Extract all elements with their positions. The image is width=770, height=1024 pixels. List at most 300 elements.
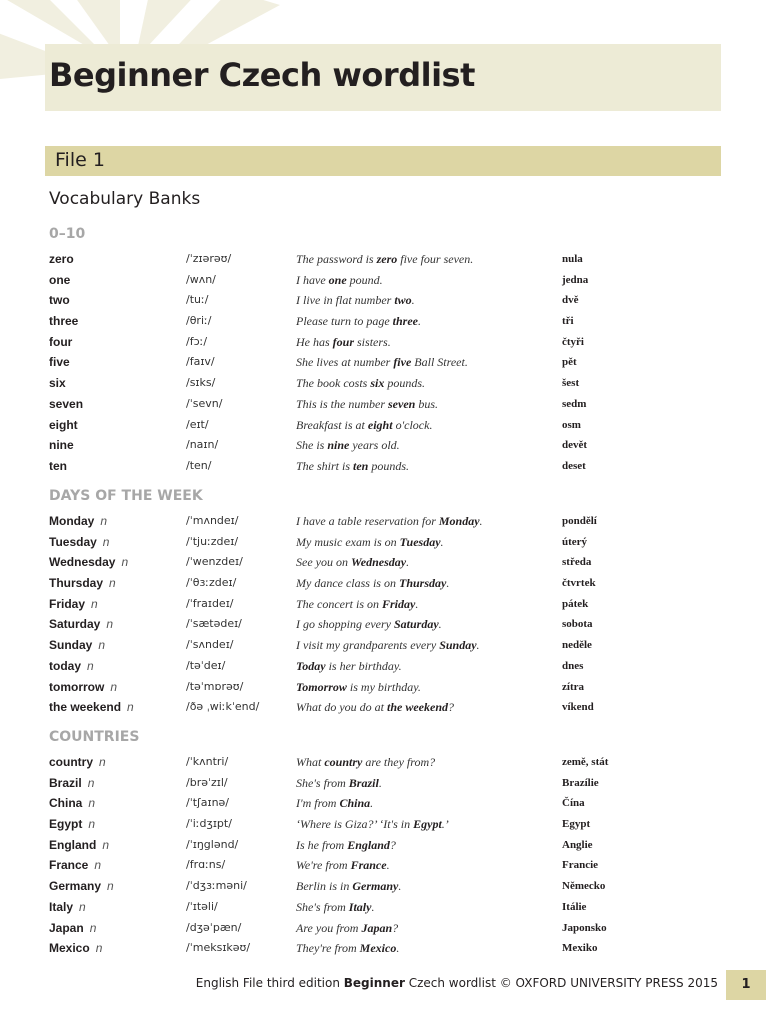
english-word <box>49 635 105 655</box>
english-word <box>49 814 95 834</box>
english-word <box>49 415 78 435</box>
example-text: is her birthday. <box>325 658 402 673</box>
example-keyword: Tuesday <box>399 534 441 549</box>
word-row <box>0 532 770 553</box>
pronunciation: /naɪn/ <box>186 438 219 452</box>
czech-translation: dvě <box>562 294 579 307</box>
part-of-speech: n <box>106 617 114 632</box>
word-row <box>0 511 770 532</box>
pronunciation: /ˈdʒɜːməni/ <box>186 879 247 893</box>
word-row <box>0 773 770 794</box>
word-row <box>0 814 770 835</box>
pronunciation: /fɔː/ <box>186 334 208 348</box>
example-sentence <box>296 270 383 290</box>
word-text: England <box>49 837 97 852</box>
word-row <box>0 614 770 635</box>
czech-translation: čtvrtek <box>562 577 596 590</box>
word-row <box>0 415 770 436</box>
czech-translation: dnes <box>562 659 584 672</box>
example-text: . <box>370 796 374 811</box>
word-text: Tuesday <box>49 534 97 549</box>
example-text: are they from? <box>362 755 436 769</box>
english-word <box>49 594 98 614</box>
pronunciation: /ten/ <box>186 458 212 472</box>
pronunciation: /ˈtjuːzdeɪ/ <box>186 534 239 548</box>
pronunciation: /ˈmeksɪkəʊ/ <box>186 941 251 955</box>
czech-translation: Egypt <box>562 818 591 831</box>
example-keyword: nine <box>327 438 350 453</box>
pronunciation: /təˈmɒrəʊ/ <box>186 679 244 693</box>
example-text: Please turn to page <box>296 314 393 329</box>
example-keyword: Wednesday <box>350 555 407 570</box>
part-of-speech: n <box>89 920 97 935</box>
pronunciation: /eɪt/ <box>186 417 209 431</box>
example-sentence <box>296 332 391 352</box>
example-text: I'm from <box>296 796 340 811</box>
example-sentence <box>296 752 435 772</box>
english-word <box>49 938 102 958</box>
english-word <box>49 573 116 593</box>
example-text: Berlin is in <box>296 879 353 894</box>
example-keyword: one <box>328 272 347 287</box>
example-text: .’ <box>441 817 449 832</box>
example-keyword: six <box>370 376 385 391</box>
english-word <box>49 918 96 938</box>
czech-translation: tři <box>562 315 574 328</box>
example-text: Is he from <box>296 837 348 852</box>
example-keyword: country <box>324 755 363 769</box>
english-word <box>49 332 72 352</box>
part-of-speech: n <box>102 534 110 549</box>
english-word <box>49 435 74 455</box>
example-keyword: Italy <box>348 899 372 914</box>
example-sentence <box>296 290 415 310</box>
example-sentence <box>296 814 449 834</box>
word-row <box>0 290 770 311</box>
example-keyword: eight <box>367 417 393 432</box>
example-text: . <box>398 879 402 894</box>
english-word <box>49 855 101 875</box>
example-keyword: Mexico <box>359 941 397 956</box>
english-word <box>49 614 113 634</box>
example-sentence <box>296 456 409 476</box>
example-keyword: France <box>350 858 387 873</box>
czech-translation: Francie <box>562 859 599 872</box>
czech-translation: šest <box>562 377 580 390</box>
english-word <box>49 552 128 572</box>
word-text: Thursday <box>49 576 104 591</box>
example-keyword: four <box>332 334 355 349</box>
example-text: . <box>386 858 390 873</box>
example-keyword: Thursday <box>398 576 447 591</box>
word-text: six <box>49 376 66 391</box>
example-text: sisters. <box>354 334 391 349</box>
word-text: today <box>49 658 82 673</box>
english-word <box>49 311 78 331</box>
word-row <box>0 793 770 814</box>
word-row <box>0 835 770 856</box>
czech-translation: sobota <box>562 618 593 631</box>
example-keyword: Saturday <box>393 617 439 632</box>
word-text: ten <box>49 458 67 473</box>
word-row <box>0 249 770 270</box>
word-text: three <box>49 314 79 329</box>
example-text: They're from <box>296 941 360 956</box>
word-row <box>0 656 770 677</box>
example-text: pound. <box>346 272 383 287</box>
example-text: She's from <box>296 775 349 790</box>
example-keyword: Monday <box>438 514 480 528</box>
example-text: My music exam is on <box>296 534 400 549</box>
example-keyword: Sunday <box>439 638 477 653</box>
example-sentence <box>296 876 401 896</box>
word-row <box>0 573 770 594</box>
file-title: File 1 <box>55 149 105 171</box>
english-word <box>49 532 109 552</box>
english-word <box>49 835 109 855</box>
example-text: . <box>418 314 421 329</box>
example-keyword: Egypt <box>413 817 442 832</box>
example-sentence <box>296 594 418 614</box>
pronunciation: /ˈɪtəli/ <box>186 899 218 913</box>
section-heading-numbers: 0–10 <box>49 226 86 242</box>
word-row <box>0 311 770 332</box>
word-text: Friday <box>49 596 86 611</box>
example-text: I have a table reservation for <box>296 514 439 528</box>
example-text: She is <box>296 438 328 453</box>
pronunciation: /brəˈzɪl/ <box>186 775 228 789</box>
example-text: The book costs <box>296 376 371 391</box>
word-list-countries <box>0 752 770 959</box>
czech-translation: země, stát <box>562 756 609 768</box>
english-word <box>49 697 134 717</box>
word-text: Brazil <box>49 775 82 790</box>
word-text: four <box>49 334 73 349</box>
part-of-speech: n <box>109 576 116 591</box>
word-text: two <box>49 293 70 308</box>
part-of-speech: n <box>88 796 96 811</box>
word-row <box>0 938 770 959</box>
example-text: . <box>476 638 480 653</box>
pronunciation: /ˈwenzdeɪ/ <box>186 555 243 569</box>
example-text: pounds. <box>368 458 410 473</box>
word-list-days <box>0 511 770 718</box>
word-row <box>0 373 770 394</box>
pronunciation: /frɑːns/ <box>186 858 226 872</box>
example-text: This is the number <box>296 396 389 411</box>
example-sentence <box>296 677 421 697</box>
example-text: See you on <box>296 555 351 570</box>
czech-translation: úterý <box>562 535 588 548</box>
example-sentence <box>296 394 438 414</box>
word-text: Japan <box>49 920 84 935</box>
part-of-speech: n <box>99 755 106 769</box>
example-sentence <box>296 855 390 875</box>
english-word <box>49 352 70 372</box>
part-of-speech: n <box>127 700 134 715</box>
word-row <box>0 594 770 615</box>
example-text: He has <box>296 334 333 349</box>
pronunciation: /ˈfraɪdeɪ/ <box>186 596 234 610</box>
example-sentence <box>296 552 409 572</box>
example-text: What <box>296 755 325 769</box>
czech-translation: Brazílie <box>562 776 599 789</box>
example-text: bus. <box>415 396 439 411</box>
example-text: We're from <box>296 858 351 873</box>
part-of-speech: n <box>110 679 118 694</box>
czech-translation: devět <box>562 439 588 452</box>
example-text: Ball Street. <box>411 355 468 370</box>
word-text: one <box>49 272 71 287</box>
pronunciation: /ˈsʌndeɪ/ <box>186 638 234 652</box>
example-text: ‘Where is Giza?’ ‘It's in <box>296 817 414 832</box>
word-text: eight <box>49 417 78 432</box>
example-text: I visit my grandparents every <box>296 638 440 653</box>
example-text: years old. <box>349 438 400 453</box>
pronunciation: /ˈsætədeɪ/ <box>186 617 242 631</box>
word-row <box>0 876 770 897</box>
english-word <box>49 373 66 393</box>
example-text: My dance class is on <box>296 576 399 591</box>
pronunciation: /təˈdeɪ/ <box>186 658 226 672</box>
czech-translation: pondělí <box>562 515 597 527</box>
example-sentence <box>296 249 473 269</box>
word-text: Monday <box>49 514 95 528</box>
word-text: Wednesday <box>49 555 116 570</box>
footer-credit <box>0 976 718 990</box>
example-text: . <box>371 899 375 914</box>
example-keyword: five <box>393 355 412 370</box>
word-text: seven <box>49 396 84 411</box>
word-row <box>0 697 770 718</box>
example-sentence <box>296 511 483 531</box>
example-keyword: two <box>394 293 412 308</box>
part-of-speech: n <box>98 638 106 653</box>
example-text: . <box>415 596 419 611</box>
word-row <box>0 332 770 353</box>
example-keyword: zero <box>376 252 398 266</box>
czech-translation: jedna <box>562 273 589 286</box>
example-sentence <box>296 311 421 331</box>
pronunciation: /dʒəˈpæn/ <box>186 920 242 934</box>
czech-translation: Anglie <box>562 838 593 851</box>
word-text: country <box>49 755 94 769</box>
example-sentence <box>296 532 444 552</box>
word-row <box>0 635 770 656</box>
part-of-speech: n <box>95 941 103 956</box>
example-sentence <box>296 897 374 917</box>
word-text: Sunday <box>49 638 93 653</box>
english-word <box>49 270 70 290</box>
example-text: ? <box>392 920 399 935</box>
czech-translation: středa <box>562 556 592 569</box>
english-word <box>49 456 67 476</box>
part-of-speech: n <box>87 658 94 673</box>
english-word <box>49 394 83 414</box>
english-word <box>49 793 95 813</box>
pronunciation: /ˈsevn/ <box>186 396 223 410</box>
czech-translation: deset <box>562 459 586 472</box>
pronunciation: /ˈθɜːzdeɪ/ <box>186 576 237 590</box>
example-text: The concert is on <box>296 596 382 611</box>
word-text: Germany <box>49 879 102 894</box>
czech-translation: Německo <box>562 880 606 893</box>
word-text: Italy <box>49 899 74 914</box>
example-sentence <box>296 373 425 393</box>
pronunciation: /ˈkʌntri/ <box>186 755 229 768</box>
example-text: . <box>378 775 382 790</box>
word-row <box>0 352 770 373</box>
example-sentence <box>296 415 432 435</box>
example-keyword: Brazil <box>348 775 379 790</box>
example-text: . <box>440 534 444 549</box>
czech-translation: čtyři <box>562 335 584 348</box>
czech-translation: pátek <box>562 597 589 610</box>
part-of-speech: n <box>91 596 98 611</box>
part-of-speech: n <box>121 555 129 570</box>
pronunciation: /wʌn/ <box>186 272 216 286</box>
example-text: o'clock. <box>392 417 433 432</box>
word-row <box>0 752 770 773</box>
footer-text-after: Czech wordlist © OXFORD UNIVERSITY PRESS 2015 <box>404 976 718 990</box>
word-row <box>0 394 770 415</box>
word-row <box>0 897 770 918</box>
example-text: She's from <box>296 899 349 914</box>
pronunciation: /ˈiːdʒɪpt/ <box>186 817 232 831</box>
example-keyword: Today <box>296 658 326 673</box>
example-keyword: Japan <box>361 920 393 935</box>
czech-translation: pět <box>562 356 577 369</box>
word-list-numbers <box>0 249 770 477</box>
english-word <box>49 876 114 896</box>
part-of-speech: n <box>79 899 86 914</box>
example-keyword: ten <box>353 458 369 473</box>
example-text: Breakfast is at <box>296 417 368 432</box>
english-word <box>49 752 106 772</box>
english-word <box>49 290 70 310</box>
example-keyword: Tomorrow <box>296 679 347 694</box>
pronunciation: /sɪks/ <box>186 376 216 390</box>
word-text: China <box>49 796 83 811</box>
pronunciation: /ðə ˌwiːkˈend/ <box>186 700 260 714</box>
word-row <box>0 435 770 456</box>
example-text: . <box>479 514 483 528</box>
pronunciation: /ˈmʌndeɪ/ <box>186 514 239 527</box>
example-keyword: China <box>339 796 371 811</box>
example-keyword: three <box>392 314 418 329</box>
part-of-speech: n <box>94 858 102 873</box>
word-text: five <box>49 355 70 370</box>
part-of-speech: n <box>87 775 95 790</box>
example-text: is my birthday. <box>346 679 421 694</box>
english-word <box>49 677 117 697</box>
word-row <box>0 918 770 939</box>
example-text: What do you do at <box>296 700 387 715</box>
pronunciation: /faɪv/ <box>186 355 215 369</box>
word-row <box>0 270 770 291</box>
example-sentence <box>296 773 382 793</box>
part-of-speech: n <box>107 879 114 894</box>
czech-translation: Čína <box>562 797 585 810</box>
example-sentence <box>296 938 399 958</box>
example-sentence <box>296 352 468 372</box>
example-sentence <box>296 635 480 655</box>
example-keyword: the weekend <box>387 700 448 715</box>
example-sentence <box>296 835 396 855</box>
word-row <box>0 456 770 477</box>
czech-translation: zítra <box>562 680 584 693</box>
example-sentence <box>296 793 373 813</box>
pronunciation: /tuː/ <box>186 293 209 307</box>
example-sentence <box>296 918 398 938</box>
czech-translation: osm <box>562 418 581 431</box>
example-text: . <box>396 941 400 956</box>
word-text: nine <box>49 438 74 453</box>
example-keyword: Friday <box>382 596 416 611</box>
english-word <box>49 897 86 917</box>
pronunciation: /θriː/ <box>186 314 212 328</box>
file-band <box>45 146 721 176</box>
pronunciation: /ˈtʃaɪnə/ <box>186 796 230 810</box>
word-text: tomorrow <box>49 679 105 694</box>
example-text: five four seven. <box>397 252 474 266</box>
example-text: . <box>406 555 410 570</box>
english-word <box>49 656 94 676</box>
example-keyword: England <box>347 837 390 852</box>
example-text: She lives at number <box>296 355 394 370</box>
english-word <box>49 511 107 531</box>
pronunciation: /ˈzɪərəʊ/ <box>186 252 232 265</box>
example-keyword: seven <box>388 396 416 411</box>
word-row <box>0 552 770 573</box>
page-number: 1 <box>726 970 766 1000</box>
czech-translation: Itálie <box>562 900 587 913</box>
word-row <box>0 855 770 876</box>
czech-translation: neděle <box>562 639 592 652</box>
czech-translation: víkend <box>562 701 594 714</box>
example-text: pounds. <box>384 376 426 391</box>
footer-text-bold: Beginner <box>343 976 405 990</box>
word-text: zero <box>49 252 74 266</box>
example-keyword: Germany <box>352 879 399 894</box>
word-row <box>0 677 770 698</box>
part-of-speech: n <box>88 817 96 832</box>
example-text: . <box>438 617 442 632</box>
section-heading-days: DAYS OF THE WEEK <box>49 488 203 504</box>
czech-translation: sedm <box>562 397 587 410</box>
footer-text-before: English File third edition <box>195 976 344 990</box>
example-text: ? <box>389 837 396 852</box>
example-text: . <box>411 293 415 308</box>
example-text: . <box>446 576 450 591</box>
word-text: Mexico <box>49 941 90 956</box>
part-of-speech: n <box>102 837 110 852</box>
example-sentence <box>296 573 449 593</box>
part-of-speech: n <box>100 514 108 528</box>
english-word <box>49 773 94 793</box>
pronunciation: /ˈɪŋglənd/ <box>186 837 239 851</box>
word-text: the weekend <box>49 700 122 715</box>
page-title: Beginner Czech wordlist <box>49 56 475 94</box>
example-text: I have <box>296 272 329 287</box>
example-text: The password is <box>296 252 377 266</box>
example-text: The shirt is <box>296 458 354 473</box>
vocabulary-banks-title: Vocabulary Banks <box>49 189 201 209</box>
section-heading-countries: COUNTRIES <box>49 729 140 745</box>
example-sentence <box>296 656 402 676</box>
word-text: Saturday <box>49 617 101 632</box>
example-sentence <box>296 697 454 717</box>
